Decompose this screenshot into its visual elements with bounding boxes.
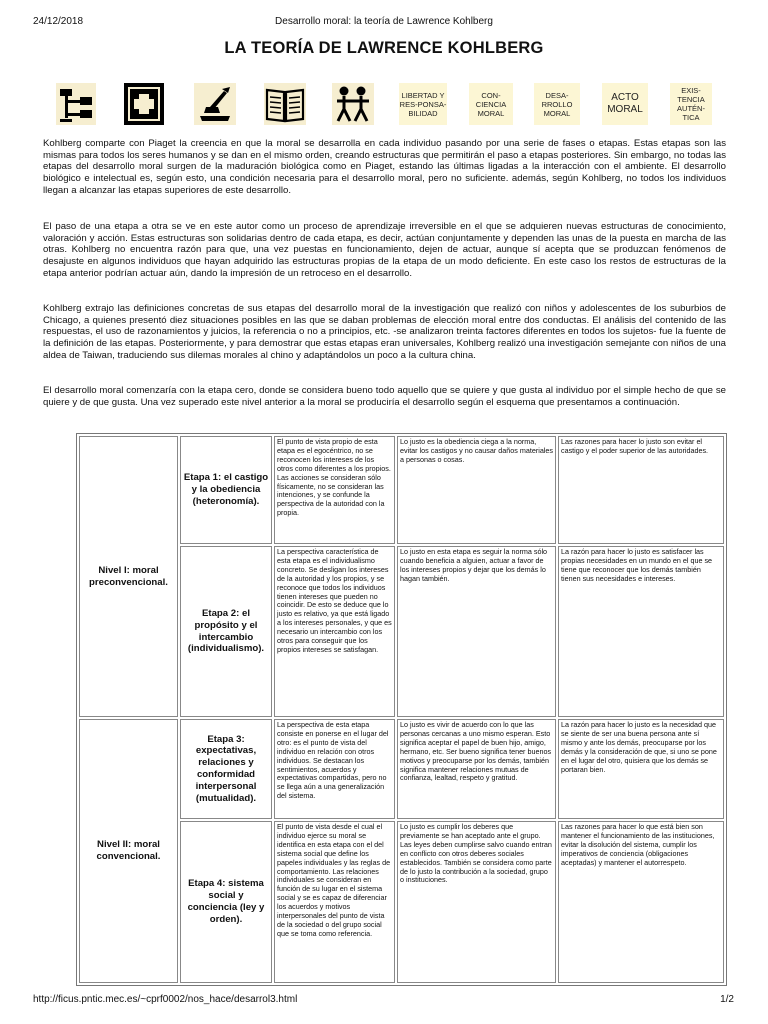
table-row bbox=[79, 436, 724, 544]
writing-hand-icon bbox=[194, 83, 236, 125]
table-row bbox=[79, 719, 724, 819]
stage-name-cell: Etapa 3: expectativas, relaciones y conformidad interpersonal (mutualidad). bbox=[180, 719, 272, 819]
existencia-autentica-icon: EXIS-TENCIA AUTÉN-TICA bbox=[670, 83, 712, 125]
paragraph-4: El desarrollo moral comenzaría con la etapa cero, donde se considera bueno todo aquello que se quiere y que gusta al individuo por el simple hecho de que se quiere y de que gusta. Una vez superado este nivel anterior a la moral se produciría el desarrollo según el esquema que presentamos a continuación. bbox=[43, 385, 726, 408]
desarrollo-moral-icon: DESA-RROLLO MORAL bbox=[534, 83, 580, 125]
reasons-cell: La razón para hacer lo justo es la necesidad que se siente de ser una buena persona ante sí mismo y ante los demás, preocuparse por los demás y la consideración de que, si uno se pone en el lugar del otro, quisiera que los demás se portaran bien. bbox=[558, 719, 724, 819]
stage-name-cell: Etapa 1: el castigo y la obediencia (heteronomía). bbox=[180, 436, 272, 544]
right-cell: Lo justo es la obediencia ciega a la norma, evitar los castigos y no causar daños materiales a personas o cosas. bbox=[397, 436, 556, 544]
right-cell: Lo justo en esta etapa es seguir la norma sólo cuando beneficia a alguien, actuar a favor de los intereses propios y dejar que los demás lo hagan también. bbox=[397, 546, 556, 717]
people-icon bbox=[332, 83, 374, 125]
open-book-icon bbox=[264, 83, 306, 125]
print-date: 24/12/2018 bbox=[33, 16, 84, 27]
right-cell: Lo justo es vivir de acuerdo con lo que las personas cercanas a uno mismo esperan. Esto significa aceptar el papel de buen hijo, amigo, hermano, etc. Ser bueno significa tener buenos motivos y preocuparse por los demás, también significa mantener relaciones mutuas de confianza, lealtad, respeto y gratitud. bbox=[397, 719, 556, 819]
right-cell: Lo justo es cumplir los deberes que previamente se han aceptado ante el grupo. Las leyes deben cumplirse salvo cuando entran en conflicto con otros deberes sociales establecidos. También se considera como parte de lo justo la contribución a la sociedad, grupo o instituciones. bbox=[397, 821, 556, 983]
cross-box-icon bbox=[124, 83, 164, 125]
level-2-cell: Nivel II: moral convencional. bbox=[79, 719, 178, 983]
reasons-cell: Las razones para hacer lo justo son evitar el castigo y el poder superior de las autoridades. bbox=[558, 436, 724, 544]
perspective-cell: La perspectiva de esta etapa consiste en ponerse en el lugar del otro: es el punto de vista del individuo en relación con otros individuos. Se destacan los sentimientos, acuerdos y expectativas compartidas, pero no se llega aún a una generalización del sistema. bbox=[274, 719, 395, 819]
paragraph-1: Kohlberg comparte con Piaget la creencia en que la moral se desarrolla en cada individuo pasando por una serie de fases o etapas. Estas etapas son las mismas para todos los seres humanos y se dan en el mismo orden, creando estructuras que permitirán el paso a etapas posteriores. Sin embargo, no todas las etapas del desarrollo moral surgen de la maduración biológica como en Piaget, estando las últimas ligadas a la interacción con el ambiente. El desarrollo biológico e intelectual es, según esto, una condición necesaria para el desarrollo moral, pero no suficiente. además, según Kohlberg, no todos los individuos llegan a alcanzar las etapas superiores de este desarrollo. bbox=[43, 138, 726, 196]
reasons-cell: Las razones para hacer lo que está bien son mantener el funcionamiento de las instituciones, evitar la disolución del sistema, cumplir los imperativos de conciencia (obligaciones aceptadas) y mantener el autorrespeto. bbox=[558, 821, 724, 983]
page-title: LA TEORÍA DE LAWRENCE KOHLBERG bbox=[224, 39, 544, 57]
perspective-cell: El punto de vista propio de esta etapa es el egocéntrico, no se reconocen los intereses de los otros como diferentes a los propios. Las acciones se consideran sólo físicamente, no se consideran las intenciones, y se confunde la perspectiva de la autoridad con la propia. bbox=[274, 436, 395, 544]
org-chart-icon bbox=[56, 83, 96, 125]
level-1-cell: Nivel I: moral preconvencional. bbox=[79, 436, 178, 717]
perspective-cell: La perspectiva característica de esta etapa es el individualismo concreto. Se desligan los intereses de la autoridad y los propios, y se reconoce que todos los individuos tienen intereses que pueden no coincidir. De esto se deduce que lo justo es relativo, ya que está ligado a los intereses personales, y que es necesario un intercambio con los otros para conseguir que los propios intereses se satisfagan. bbox=[274, 546, 395, 717]
reasons-cell: La razón para hacer lo justo es satisfacer las propias necesidades en un mundo en el que se tiene que reconocer que los demás también tienen sus necesidades e intereses. bbox=[558, 546, 724, 717]
paragraph-2: El paso de una etapa a otra se ve en este autor como un proceso de aprendizaje irreversible en el que se adquieren nuevas estructuras de conocimiento, valoración y acción. Estas estructuras son solidarias dentro de cada etapa, es decir, actúan conjuntamente y dependen las unas de la puesta en marcha de las otras. Kohlberg no encuentra razón para que, una vez puestas en funcionamiento, dejen de actuar, aunque sí acepta que se produzcan fenómenos de desajuste en algunos individuos que hayan adquirido las estructuras propias de la etapa de un modo deficiente. En este caso los restos de estructuras de la etapa anterior podrían actuar aún, dando la impresión de un retroceso en el desarrollo. bbox=[43, 221, 726, 279]
stage-name-cell: Etapa 4: sistema social y conciencia (ley y orden). bbox=[180, 821, 272, 983]
icon-row bbox=[56, 83, 712, 125]
print-doc-title: Desarrollo moral: la teoría de Lawrence Kohlberg bbox=[275, 16, 493, 27]
acto-moral-icon: ACTO MORAL bbox=[602, 83, 648, 125]
stage-name-cell: Etapa 2: el propósito y el intercambio (individualismo). bbox=[180, 546, 272, 717]
page-number: 1/2 bbox=[720, 994, 734, 1005]
stages-table bbox=[76, 433, 727, 986]
conciencia-moral-icon: CON-CIENCIA MORAL bbox=[469, 83, 513, 125]
libertad-responsabilidad-icon: LIBERTAD Y RES-PONSA-BILIDAD bbox=[399, 83, 447, 125]
print-url: http://ficus.pntic.mec.es/~cprf0002/nos_hace/desarrol3.html bbox=[33, 994, 298, 1005]
perspective-cell: El punto de vista desde el cual el individuo ejerce su moral se identifica en esta etapa con el del sistema social que define los papeles individuales y las reglas de comportamiento. Las relaciones individuales se consideran en función de su lugar en el sistema social y se es capaz de diferenciar los acuerdos y motivos interpersonales del punto de vista de la sociedad o del grupo social que se toma como referencia. bbox=[274, 821, 395, 983]
paragraph-3: Kohlberg extrajo las definiciones concretas de sus etapas del desarrollo moral de la investigación que realizó con niños y adolescentes de los suburbios de Chicago, a quienes presentó diez situaciones posibles en las que se daban problemas de elección moral entre dos conductas. El análisis del contenido de las respuestas, el uso de razonamientos y juicios, la referencia o no a principios, etc. -se analizaron treinta factores diferentes en todos los sujetos- fue la fuente de la definición de las etapas. Posteriormente, y para demostrar que estas etapas eran universales, Kohlberg realizó una investigación semejante con niños de una aldea de Taiwan, traduciendo sus dilemas morales al chino y adaptándolos un poco a la cultura china. bbox=[43, 303, 726, 361]
